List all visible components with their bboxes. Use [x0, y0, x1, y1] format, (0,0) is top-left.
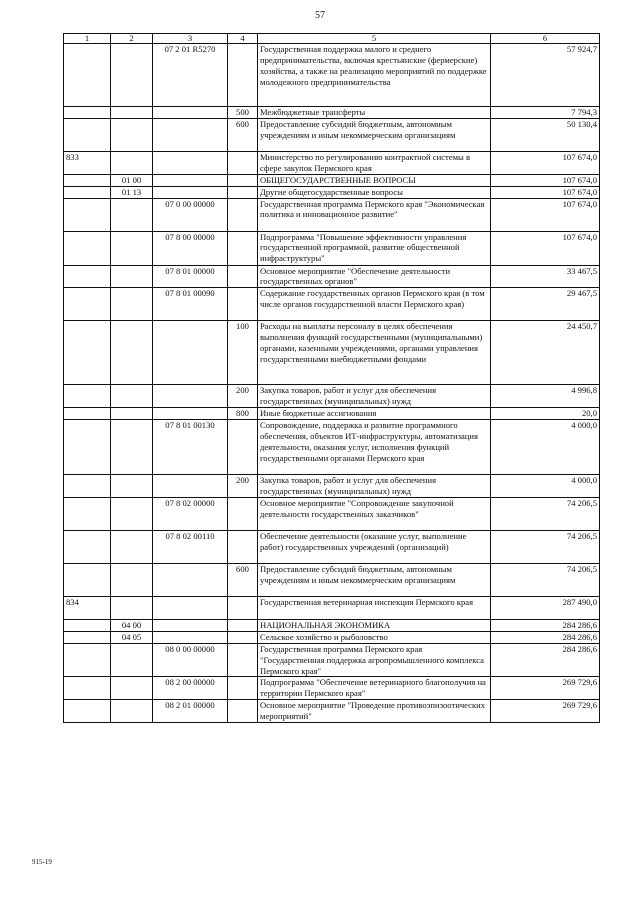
amount-cell: 107 674,0 — [491, 151, 600, 174]
expense-type-cell — [228, 700, 258, 723]
item-name-cell: Подпрограмма "Повышение эффективности управления государственной программой, развитие общественной инфраструктуры" — [258, 231, 491, 265]
ministry-code-cell — [64, 321, 111, 385]
target-article-cell: 07 8 01 00090 — [153, 288, 228, 321]
ministry-code-cell — [64, 420, 111, 475]
amount-cell: 4 000,0 — [491, 475, 600, 498]
expense-type-cell: 200 — [228, 475, 258, 498]
target-article-cell — [153, 186, 228, 198]
target-article-cell: 08 2 01 00000 — [153, 700, 228, 723]
amount-cell: 284 286,6 — [491, 643, 600, 677]
table-row — [64, 186, 600, 198]
page-number: 57 — [315, 10, 325, 21]
section-code-cell — [111, 288, 153, 321]
table-body — [64, 44, 600, 723]
item-name-cell: Другие общегосударственные вопросы — [258, 186, 491, 198]
target-article-cell — [153, 321, 228, 385]
section-code-cell — [111, 563, 153, 596]
amount-cell: 107 674,0 — [491, 231, 600, 265]
ministry-code-cell — [64, 643, 111, 677]
expense-type-cell — [228, 265, 258, 288]
section-code-cell — [111, 475, 153, 498]
expense-type-cell: 100 — [228, 321, 258, 385]
ministry-code-cell — [64, 497, 111, 530]
section-code-cell — [111, 530, 153, 563]
ministry-code-cell — [64, 44, 111, 107]
amount-cell: 74 206,5 — [491, 563, 600, 596]
ministry-code-cell — [64, 186, 111, 198]
table-row — [64, 530, 600, 563]
ministry-code-cell — [64, 408, 111, 420]
expense-type-cell — [228, 198, 258, 231]
item-name-cell: Государственная программа Пермского края "Экономическая политика и инновационное развитие" — [258, 198, 491, 231]
expense-type-cell — [228, 596, 258, 619]
ministry-code-cell: 833 — [64, 151, 111, 174]
ministry-code-cell — [64, 198, 111, 231]
section-code-cell — [111, 420, 153, 475]
ministry-code-cell — [64, 475, 111, 498]
amount-cell: 29 467,5 — [491, 288, 600, 321]
column-header: 3 — [153, 34, 228, 44]
table-row — [64, 631, 600, 643]
item-name-cell: Государственная поддержка малого и среднего предпринимательства, включая крестьянские (фермерские) хозяйства, а также на реализацию мероприятий по поддержке молодежного предпринимательства — [258, 44, 491, 107]
target-article-cell — [153, 408, 228, 420]
item-name-cell: Министерство по регулированию контрактной системы в сфере закупок Пермского края — [258, 151, 491, 174]
table-row — [64, 231, 600, 265]
section-code-cell — [111, 151, 153, 174]
amount-cell: 7 794,3 — [491, 107, 600, 119]
expense-type-cell — [228, 643, 258, 677]
ministry-code-cell — [64, 231, 111, 265]
item-name-cell: Содержание государственных органов Пермского края (в том числе органов государственной власти Пермского края) — [258, 288, 491, 321]
amount-cell: 20,0 — [491, 408, 600, 420]
amount-cell: 50 130,4 — [491, 118, 600, 151]
column-header: 1 — [64, 34, 111, 44]
item-name-cell: Сельское хозяйство и рыболовство — [258, 631, 491, 643]
section-code-cell — [111, 497, 153, 530]
table-row — [64, 643, 600, 677]
table-row — [64, 118, 600, 151]
target-article-cell — [153, 118, 228, 151]
column-header: 5 — [258, 34, 491, 44]
expense-type-cell — [228, 420, 258, 475]
target-article-cell: 07 0 00 00000 — [153, 198, 228, 231]
target-article-cell — [153, 631, 228, 643]
table-row — [64, 563, 600, 596]
section-code-cell — [111, 677, 153, 700]
column-header: 2 — [111, 34, 153, 44]
section-code-cell — [111, 385, 153, 408]
section-code-cell — [111, 643, 153, 677]
target-article-cell: 07 8 00 00000 — [153, 231, 228, 265]
expense-type-cell — [228, 677, 258, 700]
target-article-cell: 08 0 00 00000 — [153, 643, 228, 677]
table-row — [64, 408, 600, 420]
item-name-cell: Государственная программа Пермского края "Государственная поддержка агропромышленного комплекса Пермского края" — [258, 643, 491, 677]
table-row — [64, 385, 600, 408]
table-row — [64, 475, 600, 498]
ministry-code-cell — [64, 107, 111, 119]
ministry-code-cell — [64, 563, 111, 596]
expense-type-cell — [228, 44, 258, 107]
amount-cell: 4 000,0 — [491, 420, 600, 475]
amount-cell: 107 674,0 — [491, 174, 600, 186]
expense-type-cell: 800 — [228, 408, 258, 420]
target-article-cell — [153, 385, 228, 408]
expense-type-cell: 500 — [228, 107, 258, 119]
table-row — [64, 151, 600, 174]
item-name-cell: Государственная ветеринарная инспекция Пермского края — [258, 596, 491, 619]
expense-type-cell — [228, 186, 258, 198]
section-code-cell — [111, 118, 153, 151]
ministry-code-cell — [64, 118, 111, 151]
footer-code: 915-19 — [32, 858, 52, 866]
amount-cell: 33 467,5 — [491, 265, 600, 288]
item-name-cell: ОБЩЕГОСУДАРСТВЕННЫЕ ВОПРОСЫ — [258, 174, 491, 186]
target-article-cell: 07 8 02 00110 — [153, 530, 228, 563]
ministry-code-cell — [64, 677, 111, 700]
target-article-cell: 07 2 01 R5270 — [153, 44, 228, 107]
amount-cell: 107 674,0 — [491, 186, 600, 198]
target-article-cell — [153, 151, 228, 174]
amount-cell: 24 450,7 — [491, 321, 600, 385]
section-code-cell — [111, 107, 153, 119]
table-row — [64, 265, 600, 288]
item-name-cell: Основное мероприятие "Обеспечение деятельности государственных органов" — [258, 265, 491, 288]
target-article-cell — [153, 475, 228, 498]
table-row — [64, 288, 600, 321]
item-name-cell: Межбюджетные трансферты — [258, 107, 491, 119]
item-name-cell: Подпрограмма "Обеспечение ветеринарного благополучия на территории Пермского края" — [258, 677, 491, 700]
section-code-cell: 01 13 — [111, 186, 153, 198]
amount-cell: 287 490,0 — [491, 596, 600, 619]
table-row — [64, 107, 600, 119]
expense-type-cell — [228, 151, 258, 174]
expense-type-cell — [228, 631, 258, 643]
table-row — [64, 700, 600, 723]
item-name-cell: Сопровождение, поддержка и развитие программного обеспечения, объектов ИТ-инфраструктуры, автоматизация деятельности, оказания услуг, исполнения функций государственными органами Пермского края — [258, 420, 491, 475]
expense-type-cell: 600 — [228, 563, 258, 596]
ministry-code-cell — [64, 631, 111, 643]
amount-cell: 269 729,6 — [491, 677, 600, 700]
ministry-code-cell — [64, 700, 111, 723]
amount-cell: 284 286,6 — [491, 619, 600, 631]
section-code-cell — [111, 44, 153, 107]
table-row — [64, 174, 600, 186]
item-name-cell: Основное мероприятие "Проведение противоэпизоотических мероприятий" — [258, 700, 491, 723]
ministry-code-cell — [64, 619, 111, 631]
section-code-cell: 01 00 — [111, 174, 153, 186]
section-code-cell — [111, 198, 153, 231]
table-row — [64, 321, 600, 385]
amount-cell: 4 996,8 — [491, 385, 600, 408]
expense-type-cell: 600 — [228, 118, 258, 151]
section-code-cell — [111, 408, 153, 420]
expense-type-cell — [228, 497, 258, 530]
table-row — [64, 619, 600, 631]
expense-type-cell — [228, 174, 258, 186]
table-row — [64, 198, 600, 231]
section-code-cell — [111, 265, 153, 288]
target-article-cell — [153, 107, 228, 119]
amount-cell: 284 286,6 — [491, 631, 600, 643]
item-name-cell: Предоставление субсидий бюджетным, автономным учреждениям и иным некоммерческим организациям — [258, 563, 491, 596]
table-row — [64, 677, 600, 700]
amount-cell: 57 924,7 — [491, 44, 600, 107]
target-article-cell — [153, 596, 228, 619]
item-name-cell: Основное мероприятие "Сопровождение закупочной деятельности государственных заказчиков" — [258, 497, 491, 530]
item-name-cell: НАЦИОНАЛЬНАЯ ЭКОНОМИКА — [258, 619, 491, 631]
expense-type-cell — [228, 619, 258, 631]
target-article-cell — [153, 619, 228, 631]
table-header-row — [64, 34, 600, 44]
budget-table — [63, 33, 600, 723]
ministry-code-cell — [64, 385, 111, 408]
section-code-cell — [111, 321, 153, 385]
table-row — [64, 44, 600, 107]
item-name-cell: Расходы на выплаты персоналу в целях обеспечения выполнения функций государственными (муниципальными) органами, казенными учреждениями, органами управления государственными внебюджетными фондами — [258, 321, 491, 385]
table-row — [64, 596, 600, 619]
amount-cell: 269 729,6 — [491, 700, 600, 723]
item-name-cell: Иные бюджетные ассигнования — [258, 408, 491, 420]
section-code-cell: 04 00 — [111, 619, 153, 631]
item-name-cell: Предоставление субсидий бюджетным, автономным учреждениям и иным некоммерческим организациям — [258, 118, 491, 151]
section-code-cell — [111, 231, 153, 265]
item-name-cell: Закупка товаров, работ и услуг для обеспечения государственных (муниципальных) нужд — [258, 475, 491, 498]
expense-type-cell — [228, 288, 258, 321]
item-name-cell: Обеспечение деятельности (оказание услуг, выполнение работ) государственных учреждений (организаций) — [258, 530, 491, 563]
column-header: 6 — [491, 34, 600, 44]
table-row — [64, 497, 600, 530]
ministry-code-cell — [64, 174, 111, 186]
target-article-cell: 07 8 01 00130 — [153, 420, 228, 475]
expense-type-cell: 200 — [228, 385, 258, 408]
ministry-code-cell: 834 — [64, 596, 111, 619]
ministry-code-cell — [64, 288, 111, 321]
ministry-code-cell — [64, 530, 111, 563]
column-header: 4 — [228, 34, 258, 44]
expense-type-cell — [228, 530, 258, 563]
section-code-cell — [111, 596, 153, 619]
table-row — [64, 420, 600, 475]
section-code-cell — [111, 700, 153, 723]
section-code-cell: 04 05 — [111, 631, 153, 643]
amount-cell: 74 206,5 — [491, 530, 600, 563]
amount-cell: 107 674,0 — [491, 198, 600, 231]
target-article-cell: 07 8 01 00000 — [153, 265, 228, 288]
amount-cell: 74 206,5 — [491, 497, 600, 530]
expense-type-cell — [228, 231, 258, 265]
item-name-cell: Закупка товаров, работ и услуг для обеспечения государственных (муниципальных) нужд — [258, 385, 491, 408]
ministry-code-cell — [64, 265, 111, 288]
target-article-cell — [153, 174, 228, 186]
target-article-cell: 07 8 02 00000 — [153, 497, 228, 530]
target-article-cell: 08 2 00 00000 — [153, 677, 228, 700]
target-article-cell — [153, 563, 228, 596]
